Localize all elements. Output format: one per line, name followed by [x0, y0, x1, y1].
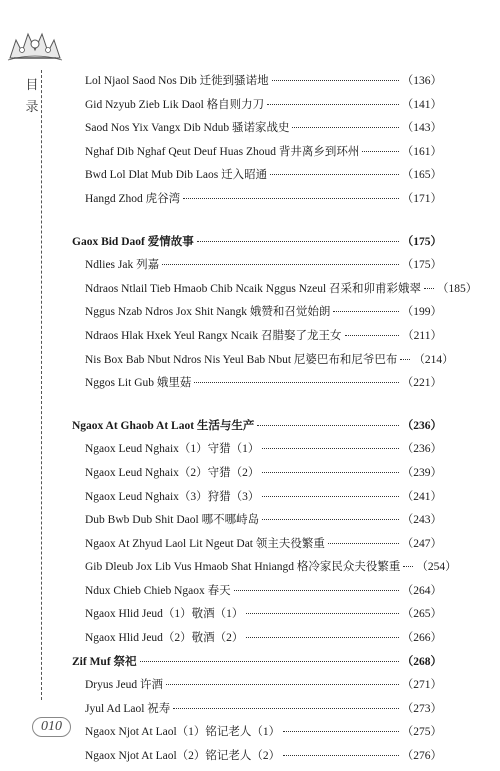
toc-entry-title: Ngaox At Zhyud Laol Lit Ngeut Dat 领主夫役繁重 [85, 537, 325, 550]
dot-leader [267, 104, 399, 105]
toc-page-number: （165） [401, 169, 442, 182]
dot-leader [283, 731, 399, 732]
toc-entry[interactable] [72, 629, 442, 653]
toc-page-number: （264） [401, 584, 442, 597]
dot-leader [292, 127, 398, 128]
dot-leader [262, 472, 398, 473]
toc-page-number: （175） [401, 259, 442, 272]
toc-entry-title: Saod Nos Yix Vangx Dib Ndub 骚诺家战史 [85, 122, 290, 135]
toc-page-number: （266） [401, 632, 442, 645]
dot-leader [183, 198, 399, 199]
toc-page-number: （273） [401, 702, 442, 715]
toc-entry-title: Ngaox Hlid Jeud（2）敬酒（2） [85, 632, 244, 645]
toc-page-number: （199） [401, 306, 442, 319]
dot-leader [328, 543, 399, 544]
side-section-label: 目录 [25, 77, 39, 114]
toc-page-number: （276） [401, 750, 442, 763]
dot-leader [166, 684, 399, 685]
toc-entry-title: Ngaox At Ghaob At Laot 生活与生产 [72, 419, 255, 432]
toc-entry[interactable] [72, 374, 442, 398]
toc-entry-title: Nis Box Bab Nbut Ndros Nis Yeul Bab Nbut 尼婆巴布和尼爷巴布 [85, 353, 398, 366]
toc-entry[interactable] [72, 535, 442, 559]
toc-entry[interactable] [72, 511, 442, 535]
toc-section-heading[interactable] [72, 417, 442, 441]
toc-entry-title: Ndraos Ntlail Tieb Hmaob Chib Ncaik Nggus Nzeul 召采和卯甫彩娥翠 [85, 282, 422, 295]
side-dashed-rule [41, 70, 42, 700]
toc-page-number: （221） [401, 377, 442, 390]
dot-leader [262, 519, 399, 520]
dot-leader [333, 311, 398, 312]
toc-entry[interactable] [72, 700, 442, 724]
dot-leader [197, 241, 399, 242]
toc-entry-title: Ngaox Leud Nghaix（1）守猎（1） [85, 443, 260, 456]
dot-leader [262, 496, 398, 497]
toc-page-number: （214） [413, 353, 454, 366]
toc-page-number: （271） [401, 679, 442, 692]
dot-leader [272, 80, 399, 81]
toc-entry-title: Zif Muf 祭祀 [72, 655, 137, 668]
toc-entry[interactable] [72, 327, 442, 351]
dot-leader [246, 637, 398, 638]
dot-leader [234, 590, 399, 591]
toc-entry[interactable] [72, 605, 442, 629]
toc-entry-title: Gid Nzyub Zieb Lik Daol 格自则力刀 [85, 98, 265, 111]
page-number: 010 [32, 717, 71, 737]
toc-entry[interactable] [72, 582, 442, 606]
toc-page-number: （236） [401, 443, 442, 456]
toc-entry-title: Ndux Chieb Chieb Ngaox 春天 [85, 584, 231, 597]
toc-entry[interactable] [72, 280, 478, 304]
toc-page-number: （275） [401, 726, 442, 739]
dot-leader [194, 382, 398, 383]
toc-entry[interactable] [72, 558, 457, 582]
toc-entry[interactable] [72, 747, 442, 771]
toc-entry-title: Nghaf Dib Nghaf Qeut Deuf Huas Zhoud 背井离乡到环州 [85, 145, 360, 158]
toc-entry[interactable] [72, 72, 442, 96]
toc-entry[interactable] [72, 119, 442, 143]
toc-entry-title: Dryus Jeud 许酒 [85, 679, 163, 692]
dot-leader [424, 288, 434, 289]
toc-entry[interactable] [72, 464, 442, 488]
toc-page-number: （175） [401, 235, 442, 248]
toc-entry-title: Dub Bwb Dub Shit Daol 哪不哪峙岛 [85, 514, 260, 527]
dot-leader [362, 151, 398, 152]
toc-entry-title: Nggos Lit Gub 娥里菇 [85, 377, 192, 390]
table-of-contents [72, 72, 478, 771]
toc-page-number: （143） [401, 122, 442, 135]
toc-page-number: （185） [437, 282, 478, 295]
toc-page-number: （136） [401, 75, 442, 87]
toc-entry[interactable] [72, 440, 442, 464]
toc-entry-title: Ndraos Hlak Hxek Yeul Rangx Ncaik 召腊娶了龙王女 [85, 329, 342, 342]
toc-entry-title: Gib Dleub Jox Lib Vus Hmaob Shat Hniangd 格冷家民众夫役繁重 [85, 561, 401, 574]
toc-page-number: （211） [402, 329, 442, 342]
head-ornament-icon [6, 28, 64, 62]
dot-leader [246, 613, 398, 614]
toc-entry[interactable] [72, 166, 442, 190]
toc-entry-title: Ndlies Jak 列嘉 [85, 259, 160, 272]
toc-entry[interactable] [72, 303, 442, 327]
group-spacer [72, 398, 442, 417]
dot-leader [345, 335, 400, 336]
toc-page-number: （161） [401, 145, 442, 158]
dot-leader [140, 661, 399, 662]
dot-leader [257, 425, 398, 426]
toc-page-number: （243） [401, 514, 442, 527]
toc-entry[interactable] [72, 96, 442, 120]
toc-page-number: （239） [401, 466, 442, 479]
toc-page-number: （254） [416, 561, 457, 574]
toc-entry-title: Bwd Lol Dlat Mub Dib Laos 迁入昭通 [85, 169, 268, 182]
toc-entry-title: Ngaox Leud Nghaix（3）狩猎（3） [85, 490, 260, 503]
toc-entry-title: Hangd Zhod 虎谷湾 [85, 192, 181, 205]
toc-page-number: （247） [401, 537, 442, 550]
toc-entry-title: Ngaox Hlid Jeud（1）敬酒（1） [85, 608, 244, 621]
dot-leader [403, 566, 413, 567]
toc-section-heading[interactable] [72, 653, 442, 677]
dot-leader [400, 359, 410, 360]
toc-page-number: （268） [401, 655, 442, 668]
toc-page-number: （141） [401, 98, 442, 111]
toc-entry-title: Ngaox Njot At Laol（1）铭记老人（1） [85, 726, 281, 739]
dot-leader [283, 755, 399, 756]
toc-entry[interactable] [72, 256, 442, 280]
toc-entry[interactable] [72, 488, 442, 512]
toc-page-number: （171） [401, 192, 442, 205]
dot-leader [270, 174, 399, 175]
toc-entry-title: Ngaox Njot At Laol（2）铭记老人（2） [85, 750, 281, 763]
toc-entry[interactable] [72, 190, 442, 214]
toc-page-number: （236） [401, 419, 442, 432]
toc-entry[interactable] [72, 143, 442, 167]
toc-entry-title: Lol Njaol Saod Nos Dib 迁徙到骚诺地 [85, 75, 269, 87]
toc-page-number: （265） [401, 608, 442, 621]
toc-entry[interactable] [72, 723, 442, 747]
group-spacer [72, 214, 442, 233]
toc-entry-title: Gaox Bid Daof 爱情故事 [72, 235, 194, 248]
toc-entry-title: Ngaox Leud Nghaix（2）守猎（2） [85, 466, 260, 479]
toc-entry[interactable] [72, 676, 442, 700]
dot-leader [173, 708, 398, 709]
toc-entry[interactable] [72, 351, 454, 375]
toc-entry-title: Nggus Nzab Ndros Jox Shit Nangk 娥赞和召觉始朗 [85, 306, 331, 319]
toc-page-number: （241） [401, 490, 442, 503]
dot-leader [262, 448, 398, 449]
toc-entry-title: Jyul Ad Laol 祝寿 [85, 702, 171, 715]
toc-section-heading[interactable] [72, 233, 442, 257]
dot-leader [162, 264, 399, 265]
